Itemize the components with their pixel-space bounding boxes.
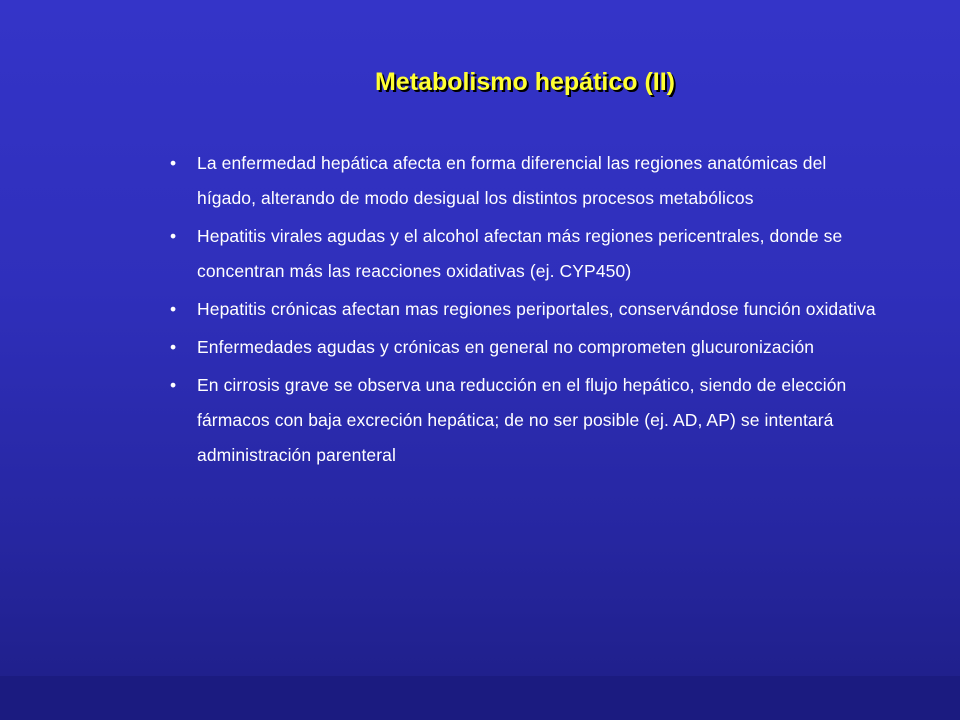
bullet-text: La enfermedad hepática afecta en forma diferencial las regiones anatómicas del hígado, alterando de modo desigual los distintos procesos metabólicos	[197, 153, 827, 208]
list-item	[170, 219, 890, 289]
bullet-text: Hepatitis virales agudas y el alcohol afectan más regiones pericentrales, donde se concentran más las reacciones oxidativas (ej. CYP450)	[197, 226, 843, 281]
list-item	[170, 292, 890, 327]
bottom-band	[0, 676, 960, 720]
bullet-dot-icon: •	[170, 375, 177, 395]
bullet-dot-icon: •	[170, 226, 177, 246]
list-item	[170, 146, 890, 216]
bullet-text: Enfermedades agudas y crónicas en general no comprometen glucuronización	[197, 337, 815, 357]
bullet-text: Hepatitis crónicas afectan mas regiones periportales, conservándose función oxidativa	[197, 299, 876, 319]
list-item	[170, 330, 890, 365]
bullet-text: En cirrosis grave se observa una reducción en el flujo hepático, siendo de elección fármacos con baja excreción hepática; de no ser posible (ej. AD, AP) se intentará administración parenteral	[197, 375, 847, 465]
list-item	[170, 368, 890, 473]
bullet-dot-icon: •	[170, 299, 177, 319]
bullet-dot-icon: •	[170, 337, 177, 357]
bullet-dot-icon: •	[170, 153, 177, 173]
bullet-list	[170, 146, 890, 476]
slide-title: Metabolismo hepático (II)	[374, 68, 676, 96]
